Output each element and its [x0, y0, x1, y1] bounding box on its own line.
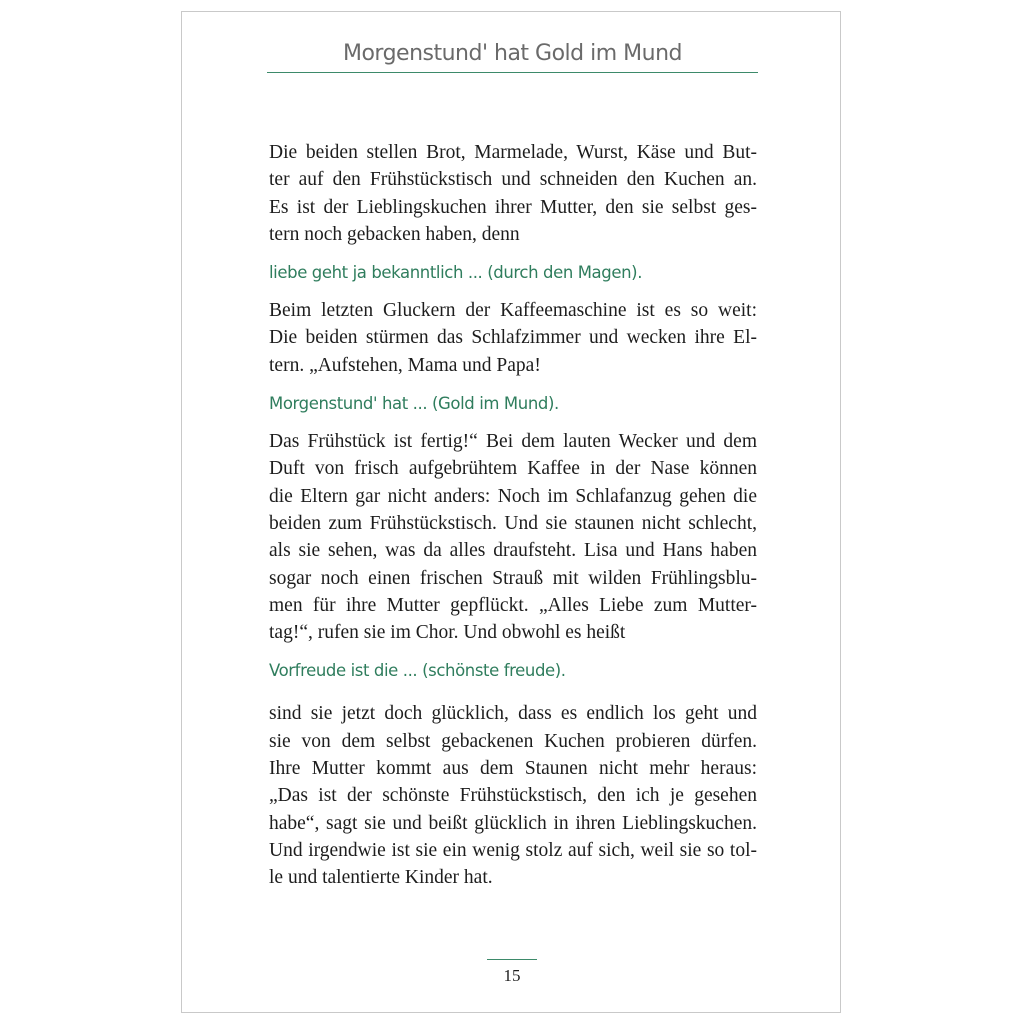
text-line: Beim letzten Gluckern der Kaffeemaschine ist es so weit:: [269, 300, 757, 322]
text-line: Duft von frisch aufgebrühtem Kaffee in der Nase können: [269, 458, 757, 480]
text-line: Es ist der Lieblingskuchen ihrer Mutter, den sie selbst ges-: [269, 196, 757, 218]
text-line: sogar noch einen frischen Strauß mit wilden Frühlingsblu-: [269, 567, 757, 589]
paragraph-4: [269, 700, 757, 891]
text-line: die Eltern gar nicht anders: Noch im Schlafanzug gehen die: [269, 485, 757, 507]
paragraph-1: [269, 139, 757, 248]
paragraph-3: [269, 428, 757, 646]
saying-1: liebe geht ja bekanntlich ... (durch den Magen).: [269, 263, 643, 283]
text-line: Und irgendwie ist sie ein wenig stolz auf sich, weil sie so tol-: [269, 839, 757, 861]
running-head-title: Morgenstund' hat Gold im Mund: [342, 41, 682, 66]
footer-rule: [487, 959, 537, 960]
text-line: le und talentierte Kinder hat.: [269, 867, 493, 889]
saying-2: Morgenstund' hat ... (Gold im Mund).: [269, 394, 559, 414]
text-line: tag!“, rufen sie im Chor. Und obwohl es heißt: [269, 622, 626, 644]
text-line: ter auf den Frühstückstisch und schneiden den Kuchen an.: [269, 169, 757, 191]
header-rule: [267, 72, 758, 73]
page-body: [269, 139, 757, 892]
saying-3: Vorfreude ist die ... (schönste freude).: [269, 661, 566, 681]
text-line: tern. „Aufstehen, Mama und Papa!: [269, 354, 541, 376]
text-line: sie von dem selbst gebackenen Kuchen probieren dürfen.: [269, 730, 757, 752]
text-line: Ihre Mutter kommt aus dem Staunen nicht mehr heraus:: [269, 758, 757, 780]
text-line: sind sie jetzt doch glücklich, dass es endlich los geht und: [269, 703, 757, 725]
text-line: „Das ist der schönste Frühstückstisch, den ich je gesehen: [269, 785, 757, 807]
text-line: als sie sehen, was da alles draufsteht. Lisa und Hans haben: [269, 540, 757, 562]
text-line: tern noch gebacken haben, denn: [269, 223, 520, 245]
text-line: beiden zum Frühstückstisch. Und sie staunen nicht schlecht,: [269, 512, 757, 534]
text-line: Das Frühstück ist fertig!“ Bei dem lauten Wecker und dem: [269, 431, 757, 453]
text-line: Die beiden stellen Brot, Marmelade, Wurst, Käse und But-: [269, 142, 757, 163]
text-line: men für ihre Mutter gepflückt. „Alles Liebe zum Mutter-: [269, 594, 757, 616]
page-number: 15: [503, 966, 521, 985]
text-line: habe“, sagt sie und beißt glücklich in ihren Lieblingskuchen.: [269, 812, 757, 834]
text-line: Die beiden stürmen das Schlafzimmer und wecken ihre El-: [269, 327, 757, 349]
paragraph-2: [269, 297, 757, 379]
